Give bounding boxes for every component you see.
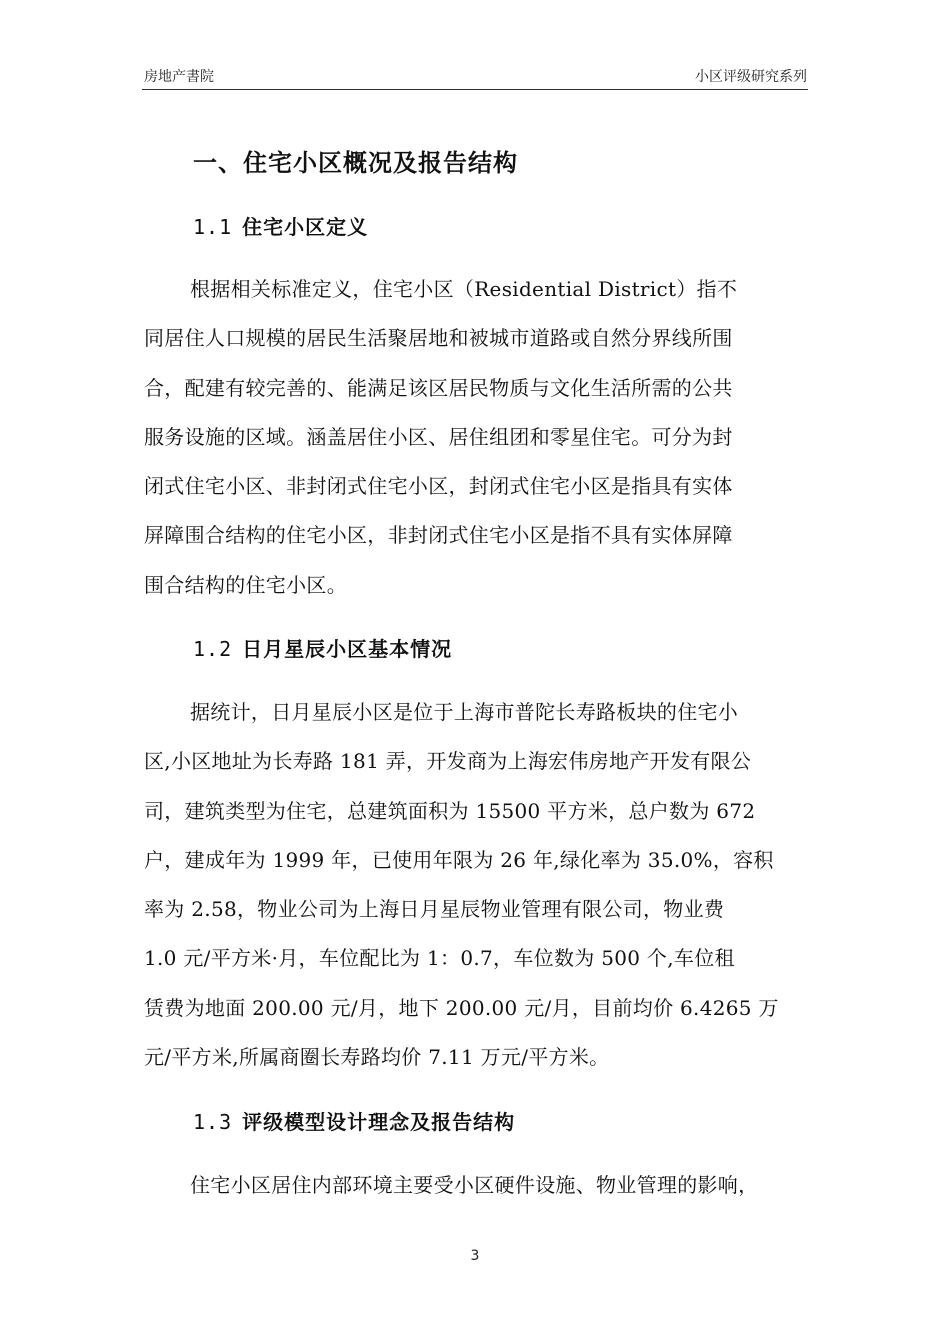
section-title: 住宅小区定义 — [242, 215, 369, 239]
paragraph-line: 赁费为地面 200.00 元/月，地下 200.00 元/月，目前均价 6.4265 万 — [144, 995, 779, 1020]
paragraph-line: 区,小区地址为长寿路 181 弄，开发商为上海宏伟房地产开发有限公 — [144, 749, 752, 774]
header-rule — [142, 89, 808, 90]
paragraph-line: 率为 2.58，物业公司为上海日月星辰物业管理有限公司，物业费 — [144, 897, 725, 922]
section-1-1-paragraph — [144, 265, 808, 610]
section-1-2-paragraph — [144, 688, 808, 1082]
page-number: 3 — [470, 1248, 480, 1264]
paragraph-line: 合，配建有较完善的、能满足该区居民物质与文化生活所需的公共 — [144, 375, 733, 400]
section-number: 1.1 — [193, 215, 233, 239]
section-title: 日月星辰小区基本情况 — [242, 637, 453, 661]
paragraph-line: 住宅小区居住内部环境主要受小区硬件设施、物业管理的影响， — [190, 1173, 759, 1197]
section-title: 评级模型设计理念及报告结构 — [242, 1110, 516, 1134]
paragraph-line: 根据相关标准定义，住宅小区（Residential District）指不 — [190, 277, 738, 301]
paragraph-line: 户，建成年为 1999 年，已使用年限为 26 年,绿化率为 35.0%，容积 — [144, 847, 774, 872]
paragraph-line: 据统计，日月星辰小区是位于上海市普陀长寿路板块的住宅小 — [190, 700, 739, 724]
paragraph-line: 元/平方米,所属商圈长寿路均价 7.11 万元/平方米。 — [144, 1045, 610, 1070]
paragraph-line: 屏障围合结构的住宅小区，非封闭式住宅小区是指不具有实体屏障 — [144, 523, 733, 548]
section-number: 1.3 — [193, 1110, 233, 1134]
chapter-title: 一、住宅小区概况及报告结构 — [193, 149, 518, 177]
paragraph-line: 1.0 元/平方米·月，车位配比为 1：0.7，车位数为 500 个,车位租 — [144, 946, 735, 971]
paragraph-line: 围合结构的住宅小区。 — [144, 572, 347, 597]
section-heading-1-2 — [193, 634, 452, 664]
header-right-text: 小区评级研究系列 — [695, 69, 807, 85]
section-heading-1-3 — [193, 1107, 515, 1137]
paragraph-line: 司，建筑类型为住宅，总建筑面积为 15500 平方米，总户数为 672 — [144, 798, 756, 823]
section-number: 1.2 — [193, 637, 233, 661]
paragraph-line: 服务设施的区域。涵盖居住小区、居住组团和零星住宅。可分为封 — [144, 424, 733, 449]
paragraph-line: 同居住人口规模的居民生活聚居地和被城市道路或自然分界线所围 — [144, 326, 733, 351]
section-heading-1-1 — [193, 212, 368, 242]
header-left-text: 房地产書院 — [144, 69, 214, 85]
paragraph-line: 闭式住宅小区、非封闭式住宅小区，封闭式住宅小区是指具有实体 — [144, 474, 733, 499]
section-1-3-paragraph — [144, 1161, 808, 1210]
